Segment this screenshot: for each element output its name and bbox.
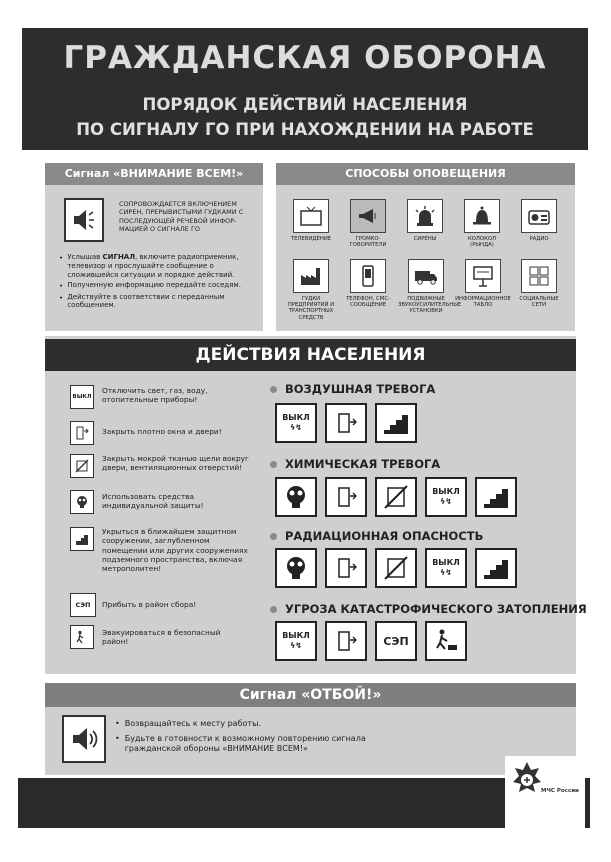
close-doors-icon xyxy=(325,477,367,517)
gas-mask-icon xyxy=(275,477,317,517)
alert-chemical-title: ХИМИЧЕСКАЯ ТРЕВОГА xyxy=(270,457,440,471)
close-doors-icon xyxy=(325,621,367,661)
signal-attention-description: СОПРОВОЖДАЕТСЯ ВКЛЮЧЕНИЕМ СИРЕН, ПРЕРЫВИСТЫМИ ГУДКАМИ С ПОСЛЕДУЮЩЕЙ РЕЧЕВОЙ ИНФОР-МАЦИЕЙ О СИГНАЛЕ ГО xyxy=(119,200,244,233)
emercom-logo-label: МЧС России xyxy=(541,788,579,794)
list-item: • Будьте в готовности к возможному повторению сигнала гражданской обороны «ВНИМАНИЕ ВСЕМ!» xyxy=(115,733,366,753)
signal-attention-bullets xyxy=(59,253,261,310)
shelter-icon xyxy=(70,527,94,551)
truck-icon xyxy=(408,259,444,293)
close-doors-icon xyxy=(325,403,367,443)
alert-radiation-title: РАДИАЦИОННАЯ ОПАСНОСТЬ xyxy=(270,529,483,543)
actions-heading: ДЕЙСТВИЯ НАСЕЛЕНИЯ xyxy=(45,339,576,371)
alert-flood-title: УГРОЗА КАТАСТРОФИЧЕСКОГО ЗАТОПЛЕНИЯ xyxy=(270,602,587,616)
list-item: • Действуйте в соответствии с переданным сообщением. xyxy=(59,292,225,310)
switch-off-icon: ВЫКЛ ϟ↯ xyxy=(275,403,317,443)
action-item-3: Закрыть мокрой тканью щели вокруг двери, вентиляционных отверстий! xyxy=(102,454,249,473)
social-icon xyxy=(521,259,557,293)
wet-cloth-icon xyxy=(70,454,94,478)
wet-cloth-icon xyxy=(375,477,417,517)
notify-bell: КОЛОКОЛ (РЫНДА) xyxy=(457,199,507,248)
action-item-7: Эвакуироваться в безопасный район! xyxy=(102,628,221,647)
loudspeaker-icon xyxy=(350,199,386,233)
bell-icon xyxy=(464,199,500,233)
sep-icon: СЭП xyxy=(375,621,417,661)
switch-off-icon: ВЫКЛ ϟ↯ xyxy=(275,621,317,661)
close-doors-icon xyxy=(70,421,94,445)
shelter-icon xyxy=(475,477,517,517)
notify-tv: ТЕЛЕВИДЕНИЕ xyxy=(286,199,336,242)
notification-methods-panel xyxy=(276,163,575,331)
list-item: • Полученную информацию передайте соседям. xyxy=(59,281,241,291)
switch-off-icon: ВЫКЛ ϟ↯ xyxy=(425,477,467,517)
list-item: • Возвращайтесь к месту работы. xyxy=(115,719,261,728)
tv-icon xyxy=(293,199,329,233)
evacuate-icon xyxy=(70,625,94,649)
gas-mask-icon xyxy=(70,490,94,514)
switch-off-icon: ВЫКЛ xyxy=(70,385,94,409)
speaker-icon xyxy=(62,715,106,763)
poster-header xyxy=(22,28,588,150)
action-item-5: Укрыться в ближайшем защитном сооружении, заглубленном помещении или других сооружениях подземного пространства, включая метрополитен! xyxy=(102,527,248,574)
notify-factory: ГУДКИ ПРЕДПРИЯТИЙ И ТРАНСПОРТНЫХ СРЕДСТВ xyxy=(284,259,338,321)
siren-icon xyxy=(407,199,443,233)
gas-mask-icon xyxy=(275,548,317,588)
alert-air-title: ВОЗДУШНАЯ ТРЕВОГА xyxy=(270,382,435,396)
factory-icon xyxy=(293,259,329,293)
notify-radio: РАДИО xyxy=(514,199,564,242)
shelter-icon xyxy=(475,548,517,588)
wet-cloth-icon xyxy=(375,548,417,588)
signal-otboy-bullets xyxy=(115,719,385,755)
switch-off-icon: ВЫКЛ ϟ↯ xyxy=(425,548,467,588)
notify-social: СОЦИАЛЬНЫЕ СЕТИ xyxy=(514,259,564,308)
sep-icon: СЭП xyxy=(70,593,96,617)
action-item-1: Отключить свет, газ, воду, отопительные приборы! xyxy=(102,386,208,405)
poster-title: ГРАЖДАНСКАЯ ОБОРОНА xyxy=(63,40,547,76)
signal-attention-heading: Сигнал «ВНИМАНИЕ ВСЕМ!» xyxy=(45,163,263,185)
phone-icon xyxy=(350,259,386,293)
notify-phone: ТЕЛЕФОН, СМС-СООБЩЕНИЕ xyxy=(343,259,393,308)
evacuate-icon xyxy=(425,621,467,661)
shelter-icon xyxy=(375,403,417,443)
speaker-icon xyxy=(64,198,104,242)
notification-methods-heading: СПОСОБЫ ОПОВЕЩЕНИЯ xyxy=(276,163,575,185)
emercom-emblem-icon xyxy=(513,760,541,800)
board-icon xyxy=(465,259,501,293)
notify-siren: СИРЕНЫ xyxy=(400,199,450,242)
notify-board: ИНФОРМАЦИОННОЕ ТАБЛО xyxy=(455,259,511,308)
signal-attention-panel xyxy=(45,163,263,331)
list-item: • Услышав СИГНАЛ, включите радиоприемник, телевизор и прослушайте сообщение о сложившейся ситуации и порядке действий. xyxy=(59,253,239,279)
notify-truck: ПОДВИЖНЫЕ ЗВУКОУСИЛИТЕЛЬНЫЕ УСТАНОВКИ xyxy=(398,259,454,315)
action-item-2: Закрыть плотно окна и двери! xyxy=(102,427,222,436)
signal-otboy-heading: Сигнал «ОТБОЙ!» xyxy=(45,683,576,707)
poster-subtitle-line1: ПОРЯДОК ДЕЙСТВИЙ НАСЕЛЕНИЯ xyxy=(142,95,468,114)
radio-icon xyxy=(521,199,557,233)
action-item-4: Использовать средства индивидуальной защиты! xyxy=(102,492,204,511)
action-item-6: Прибыть в район сбора! xyxy=(102,600,197,609)
close-doors-icon xyxy=(325,548,367,588)
notify-loudspeaker: ГРОМКО-ГОВОРИТЕЛИ xyxy=(343,199,393,248)
poster-subtitle-line2: ПО СИГНАЛУ ГО ПРИ НАХОЖДЕНИИ НА РАБОТЕ xyxy=(76,120,534,139)
